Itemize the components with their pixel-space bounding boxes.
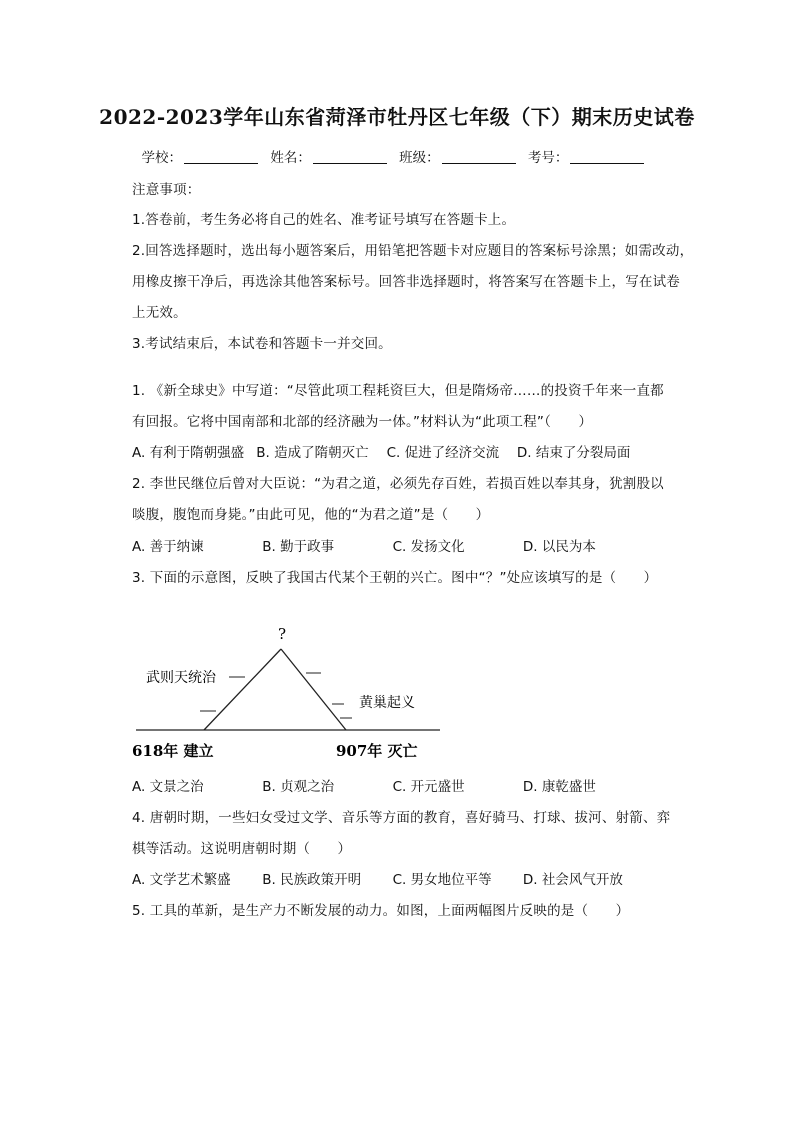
name-label: 姓名：: [270, 150, 311, 166]
q5-stem-line: 5. 工具的革新，是生产力不断发展的动力。如图，上面两幅图片反映的是（ ）: [132, 903, 630, 919]
q1-options: [132, 441, 630, 461]
q3-option-b[interactable]: B. 贞观之治: [262, 779, 335, 795]
q4-stem-line: 4. 唐朝时期，一些妇女受过文学、音乐等方面的教育，喜好骑马、打球、拔河、射箭、弈: [132, 810, 671, 826]
dynasty-rise-fall-diagram: [128, 618, 448, 768]
q2-option-b[interactable]: B. 勤于政事: [262, 539, 335, 555]
founding-label: 618年 建立: [132, 742, 214, 760]
q1-stem-line: 有回报。它将中国南部和北部的经济融为一体。”材料认为“此项工程”（ ）: [132, 414, 593, 430]
notice-line: 用橡皮擦干净后，再选涂其他答案标号。回答非选择题时，将答案写在答题卡上，写在试卷: [132, 274, 680, 290]
q4-option-a[interactable]: A. 文学艺术繁盛: [132, 872, 231, 888]
notice-line: 上无效。: [132, 305, 187, 321]
exam-number-label: 考号：: [527, 150, 569, 166]
q1-option-b[interactable]: B. 造成了隋朝灭亡: [256, 445, 369, 461]
q3-options: [132, 775, 596, 795]
fall-label: 907年 灭亡: [336, 742, 418, 760]
notice-line: 2.回答选择题时，选出每小题答案后，用铅笔把答题卡对应题目的答案标号涂黑；如需改动，: [132, 243, 694, 259]
apex-label: ?: [278, 625, 287, 643]
q1-option-c[interactable]: C. 促进了经济交流: [386, 445, 500, 461]
notice-line: 3.考试结束后，本试卷和答题卡一并交回。: [132, 336, 392, 352]
q2-option-c[interactable]: C. 发扬文化: [392, 539, 465, 555]
q4-option-b[interactable]: B. 民族政策开明: [262, 872, 362, 888]
q3-stem-line: 3. 下面的示意图，反映了我国古代某个王朝的兴亡。图中“？”处应该填写的是（ ）: [132, 570, 658, 586]
class-blank[interactable]: [442, 149, 516, 164]
q1-option-d[interactable]: D. 结束了分裂局面: [516, 445, 631, 461]
notice-line: 1.答卷前，考生务必将自己的姓名、准考证号填写在答题卡上。: [132, 212, 516, 228]
huang-chao-label: 黄巢起义: [359, 695, 415, 711]
q2-option-a[interactable]: A. 善于纳谏: [132, 539, 204, 555]
q4-options: [132, 868, 623, 888]
exam-title: 2022-2023学年山东省菏泽市牡丹区七年级（下）期末历史试卷: [99, 105, 695, 129]
q4-stem-line: 棋等活动。这说明唐朝时期（ ）: [132, 841, 352, 857]
q3-option-a[interactable]: A. 文景之治: [132, 779, 204, 795]
school-blank[interactable]: [184, 149, 258, 164]
q2-options: [132, 535, 596, 555]
q3-option-d[interactable]: D. 康乾盛世: [522, 779, 596, 795]
notice-heading: 注意事项：: [132, 182, 201, 198]
q3-option-c[interactable]: C. 开元盛世: [392, 779, 465, 795]
exam-number-blank[interactable]: [570, 149, 644, 164]
q2-option-d[interactable]: D. 以民为本: [522, 539, 596, 555]
right-slope: [281, 649, 346, 730]
left-slope: [204, 649, 281, 730]
q4-option-c[interactable]: C. 男女地位平等: [392, 872, 492, 888]
q4-option-d[interactable]: D. 社会风气开放: [522, 872, 623, 888]
school-label: 学校：: [141, 150, 183, 166]
q1-stem-line: 1. 《新全球史》中写道：“尽管此项工程耗资巨大，但是隋炀帝……的投资千年来一直都: [132, 383, 664, 399]
q2-stem-line: 啖腹，腹饱而身毙。”由此可见，他的“为君之道”是（ ）: [132, 507, 490, 523]
name-blank[interactable]: [313, 149, 387, 164]
q1-option-a[interactable]: A. 有利于隋朝强盛: [132, 445, 245, 461]
class-label: 班级：: [399, 150, 440, 166]
student-info-row: [0, 146, 794, 166]
q2-stem-line: 2. 李世民继位后曾对大臣说：“为君之道，必须先存百姓，若损百姓以奉其身，犹割股以: [132, 476, 664, 492]
wu-zetian-label: 武则天统治: [146, 670, 216, 686]
